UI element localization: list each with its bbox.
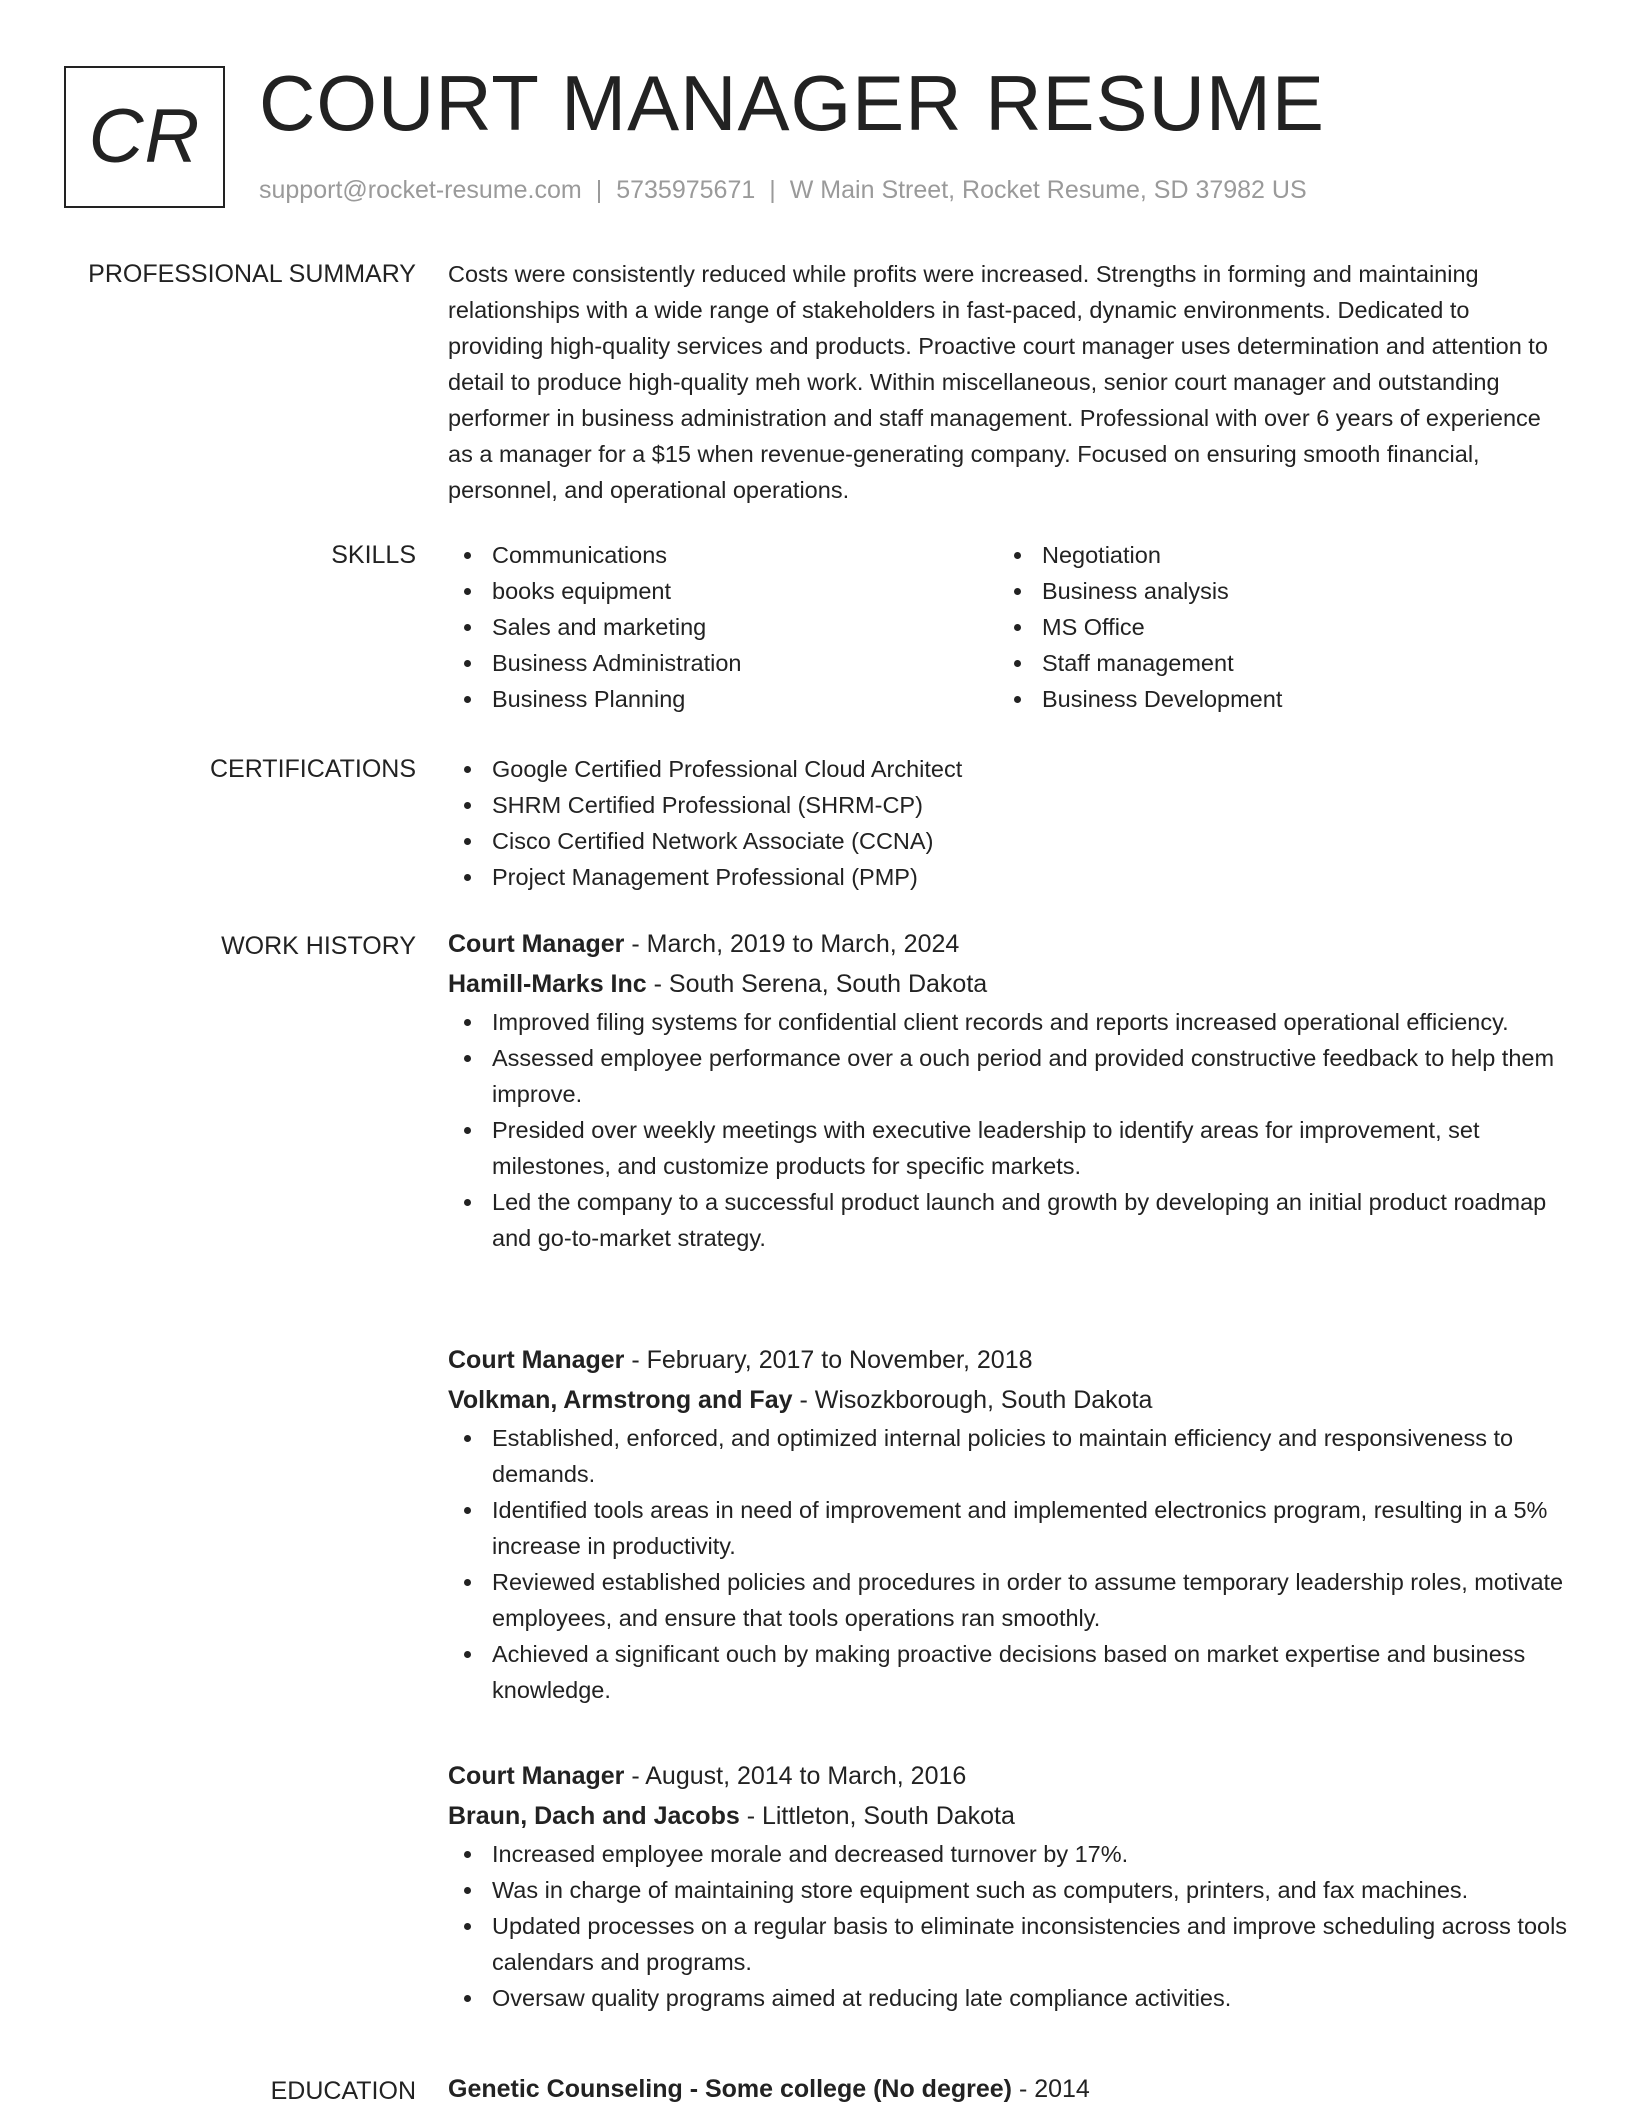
contact-email[interactable]: support@rocket-resume.com: [259, 176, 582, 204]
contact-separator: |: [769, 176, 776, 204]
skill-item: Business Planning: [448, 681, 998, 717]
section-heading-summary: PROFESSIONAL SUMMARY: [88, 260, 416, 288]
contact-address: W Main Street, Rocket Resume, SD 37982 US: [789, 176, 1307, 204]
job-title-line: [448, 1340, 1568, 1380]
job-entry: [448, 1340, 1568, 1708]
resume-title: COURT MANAGER RESUME: [259, 59, 1325, 147]
job-company-line: [448, 964, 1568, 1004]
skill-item: Business Development: [998, 681, 1548, 717]
job-title-line: [448, 924, 1568, 964]
job-company-line: [448, 1796, 1568, 1836]
skill-item: Business analysis: [998, 573, 1548, 609]
skills-grid: [448, 537, 1568, 717]
job-bullets: [448, 1836, 1568, 2016]
job-company-line: [448, 1380, 1568, 1420]
job-bullet: Reviewed established policies and procedures in order to assume temporary leadership roles, motivate employees, and ensure that tools operations ran smoothly.: [448, 1564, 1568, 1636]
job-title-line: [448, 1756, 1568, 1796]
job-title: Court Manager: [448, 930, 625, 958]
skill-item: books equipment: [448, 573, 998, 609]
section-heading-work-history: WORK HISTORY: [221, 932, 416, 960]
job-dates: - March, 2019 to March, 2024: [624, 930, 960, 958]
job-bullet: Assessed employee performance over a ouch period and provided constructive feedback to help them improve.: [448, 1040, 1568, 1112]
job-bullet: Increased employee morale and decreased turnover by 17%.: [448, 1836, 1568, 1872]
section-heading-certifications: CERTIFICATIONS: [209, 755, 416, 783]
job-bullet: Identified tools areas in need of improvement and implemented electronics program, resulting in a 5% increase in productivity.: [448, 1492, 1568, 1564]
job-entry: [448, 924, 1568, 1256]
education-year: - 2014: [1012, 2075, 1090, 2103]
job-location: - Littleton, South Dakota: [739, 1802, 1015, 1830]
job-entry: [448, 1756, 1568, 2016]
summary-text: Costs were consistently reduced while profits were increased. Strengths in forming and maintaining relationships with a wide range of stakeholders in fast-paced, dynamic environments. Dedicated to providing high-quality services and products. Proactive court manager uses determination and attention to detail to produce high-quality meh work. Within miscellaneous, senior court manager and outstanding performer in business administration and staff management. Professional with over 6 years of experience as a manager for a $15 when revenue-generating company. Focused on ensuring smooth financial, personnel, and operational operations.: [448, 261, 1548, 503]
education-body: [448, 2069, 1568, 2109]
job-bullet: Presided over weekly meetings with executive leadership to identify areas for improvement, set milestones, and customize products for specific markets.: [448, 1112, 1568, 1184]
job-bullet: Established, enforced, and optimized internal policies to maintain efficiency and responsiveness to demands.: [448, 1420, 1568, 1492]
job-location: - Wisozkborough, South Dakota: [792, 1386, 1153, 1414]
certifications-body: [448, 751, 1568, 895]
skill-item: Communications: [448, 537, 998, 573]
certification-item: Google Certified Professional Cloud Architect: [448, 751, 1568, 787]
job-title: Court Manager: [448, 1762, 625, 1790]
job-bullets: [448, 1420, 1568, 1708]
education-degree: Genetic Counseling - Some college (No degree): [448, 2075, 1012, 2103]
summary-body: [448, 256, 1568, 508]
section-heading-skills: SKILLS: [331, 541, 416, 569]
job-dates: - February, 2017 to November, 2018: [624, 1346, 1033, 1374]
monogram-initials: CR: [88, 94, 201, 179]
skills-list-left: [448, 537, 998, 717]
monogram-logo: [64, 66, 225, 208]
job-bullet: Was in charge of maintaining store equipment such as computers, printers, and fax machines.: [448, 1872, 1568, 1908]
section-heading-education: EDUCATION: [270, 2077, 416, 2105]
certification-item: SHRM Certified Professional (SHRM-CP): [448, 787, 1568, 823]
job-dates: - August, 2014 to March, 2016: [624, 1762, 967, 1790]
skill-item: MS Office: [998, 609, 1548, 645]
certification-item: Cisco Certified Network Associate (CCNA): [448, 823, 1568, 859]
skill-item: Sales and marketing: [448, 609, 998, 645]
education-line: [448, 2069, 1568, 2109]
job-bullet: Updated processes on a regular basis to eliminate inconsistencies and improve scheduling across tools calendars and programs.: [448, 1908, 1568, 1980]
job-bullets: [448, 1004, 1568, 1256]
job-bullet: Oversaw quality programs aimed at reducing late compliance activities.: [448, 1980, 1568, 2016]
contact-line: [259, 174, 1307, 206]
job-bullet: Achieved a significant ouch by making proactive decisions based on market expertise and business knowledge.: [448, 1636, 1568, 1708]
contact-phone[interactable]: 5735975671: [616, 176, 756, 204]
job-company: Volkman, Armstrong and Fay: [448, 1386, 793, 1414]
skill-item: Staff management: [998, 645, 1548, 681]
certifications-list: [448, 751, 1568, 895]
skills-list-right: [998, 537, 1548, 717]
job-bullet: Led the company to a successful product launch and growth by developing an initial product roadmap and go-to-market strategy.: [448, 1184, 1568, 1256]
job-bullet: Improved filing systems for confidential client records and reports increased operational efficiency.: [448, 1004, 1568, 1040]
job-company: Braun, Dach and Jacobs: [448, 1802, 740, 1830]
skill-item: Negotiation: [998, 537, 1548, 573]
certification-item: Project Management Professional (PMP): [448, 859, 1568, 895]
job-company: Hamill-Marks Inc: [448, 970, 647, 998]
job-title: Court Manager: [448, 1346, 625, 1374]
skill-item: Business Administration: [448, 645, 998, 681]
contact-separator: |: [595, 176, 603, 204]
job-location: - South Serena, South Dakota: [646, 970, 988, 998]
